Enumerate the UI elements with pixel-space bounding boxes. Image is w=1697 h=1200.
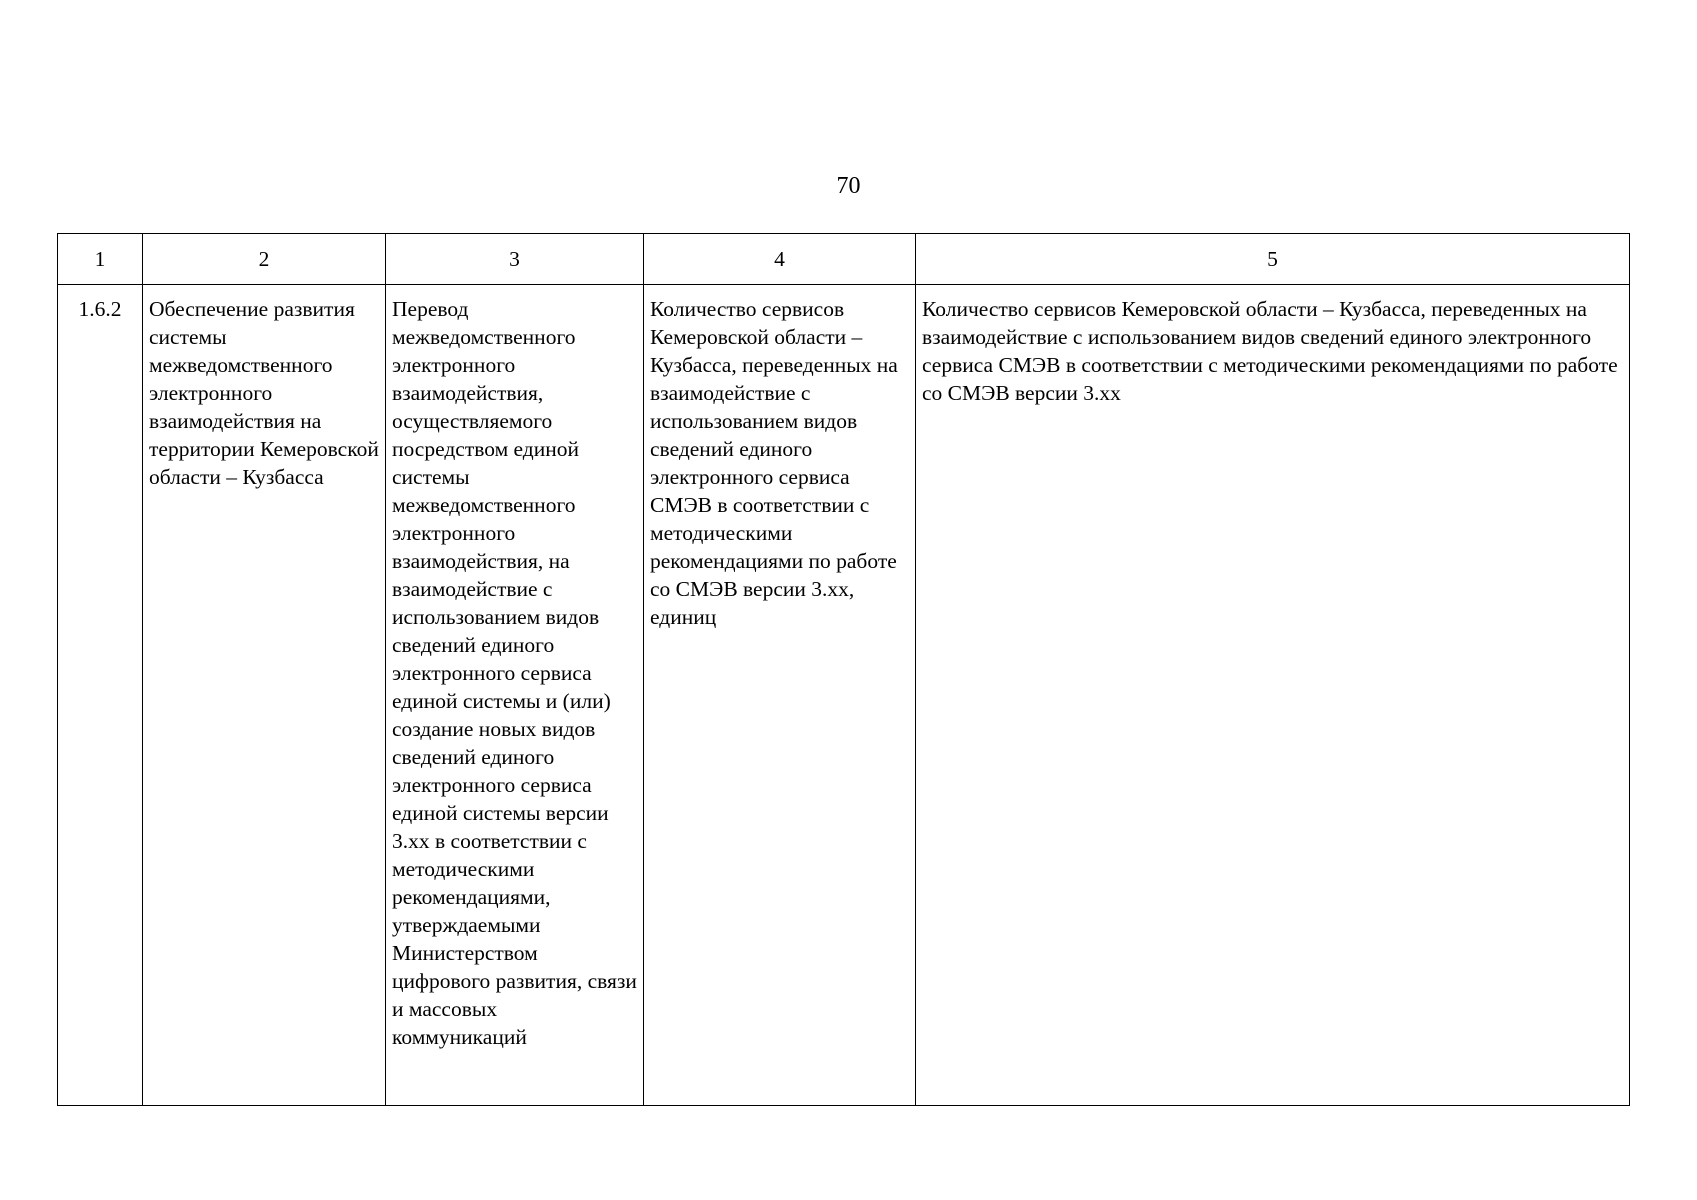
column-header-4: 4 [644, 234, 916, 285]
methodology-cell: Количество сервисов Кемеровской области – Кузбасса, переведенных на взаимодействие с использованием видов сведений единого электронного сервиса СМЭВ в соответствии с методическими рекомендациями по работе со СМЭВ версии 3.хх [916, 285, 1630, 1106]
table-row [58, 285, 1630, 1106]
description-cell: Перевод межведомственного электронного взаимодействия, осуществляемого посредством единой системы межведомственного электронного взаимодействия, на взаимодействие с использованием видов сведений единого электронного сервиса единой системы и (или) создание новых видов сведений единого электронного сервиса единой системы версии 3.хх в соответствии с методическими рекомендациями, утверждаемыми Министерством цифрового развития, связи и массовых коммуникаций [386, 285, 644, 1106]
column-header-5: 5 [916, 234, 1630, 285]
column-header-2: 2 [143, 234, 386, 285]
column-header-1: 1 [58, 234, 143, 285]
row-number-cell: 1.6.2 [58, 285, 143, 1106]
indicator-cell: Количество сервисов Кемеровской области – Кузбасса, переведенных на взаимодействие с использованием видов сведений единого электронного сервиса СМЭВ в соответствии с методическими рекомендациями по работе со СМЭВ версии 3.хх, единиц [644, 285, 916, 1106]
document-table [57, 233, 1630, 1106]
page-number: 70 [836, 173, 861, 199]
activity-cell: Обеспечение развития системы межведомственного электронного взаимодействия на территории Кемеровской области – Кузбасса [143, 285, 386, 1106]
table-header-row [58, 234, 1630, 285]
column-header-3: 3 [386, 234, 644, 285]
